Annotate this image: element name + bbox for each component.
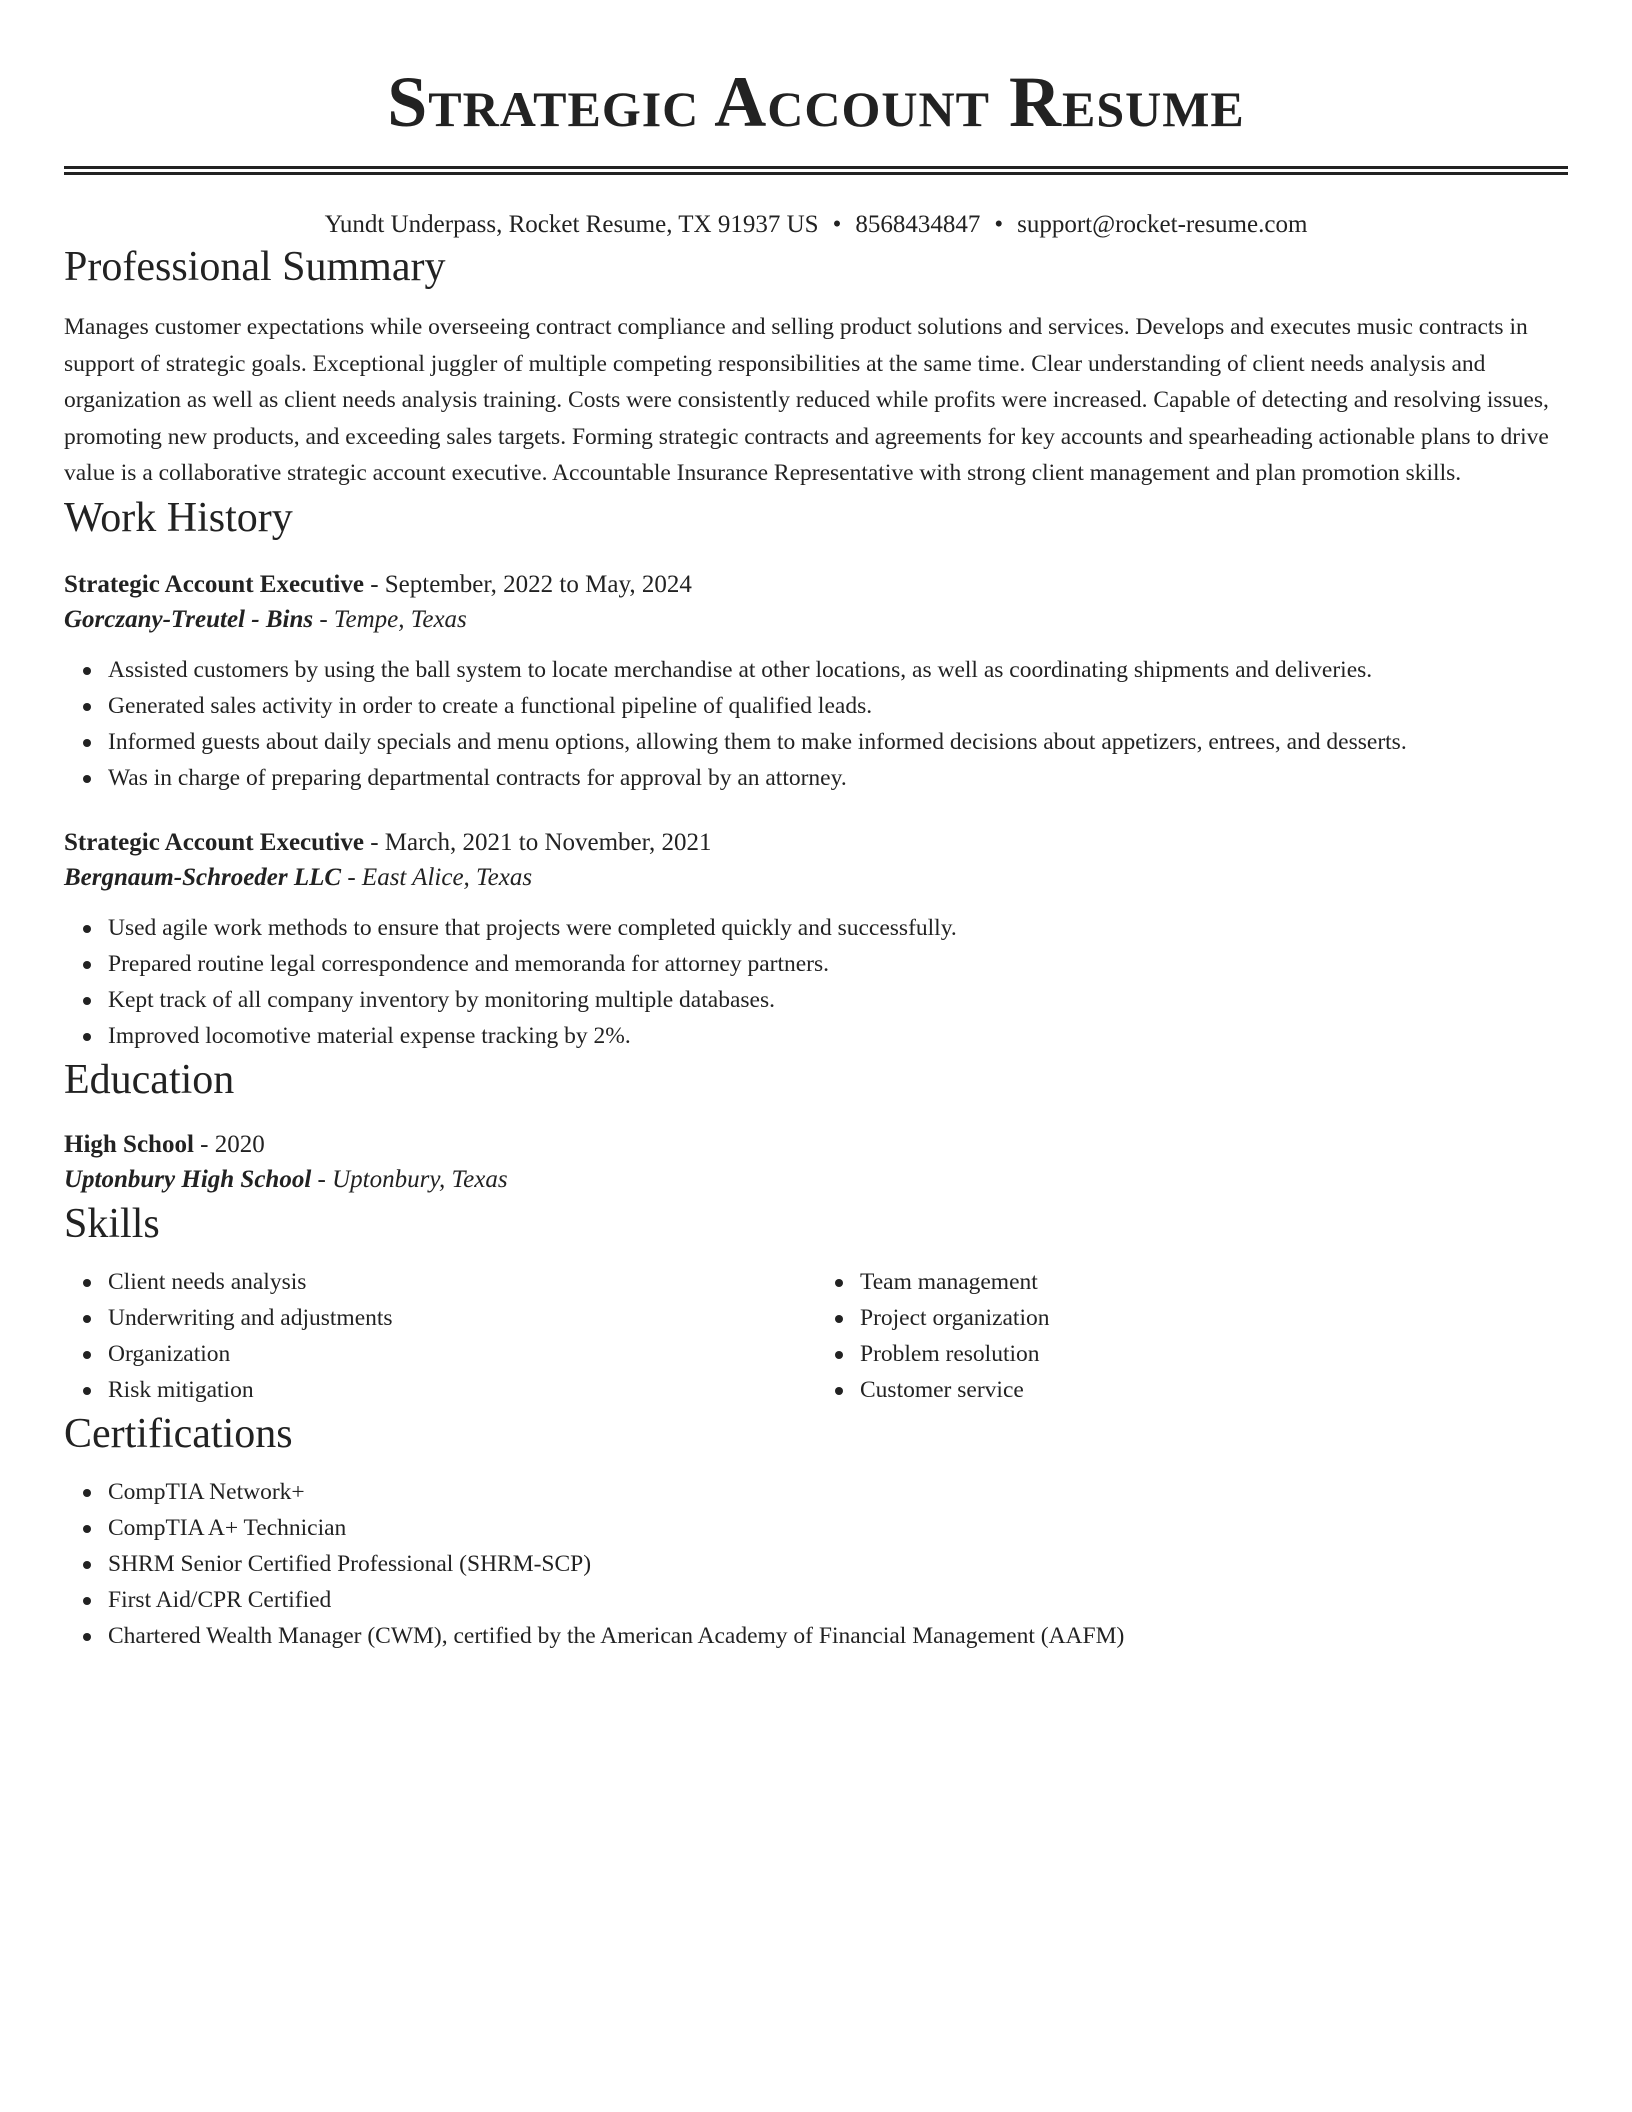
job-employer [64,602,1568,638]
list-item: Kept track of all company inventory by monitoring multiple databases. [108,982,1568,1018]
list-item: Project organization [860,1300,1568,1336]
job-entry [64,826,1568,1054]
contact-address: Yundt Underpass, Rocket Resume, TX 91937 US [324,211,819,238]
education-degree: High School [64,1130,194,1158]
education-school: Uptonbury High School [64,1165,312,1193]
contact-line [64,209,1568,241]
job-header [64,568,1568,602]
education-year: - 2020 [193,1130,265,1158]
list-item: First Aid/CPR Certified [108,1582,1568,1618]
list-item: Chartered Wealth Manager (CWM), certified by the American Academy of Financial Management (AAFM) [108,1618,1568,1654]
certifications-list [64,1474,1568,1654]
summary-heading: Professional Summary [64,244,446,290]
job-title: Strategic Account Executive [64,570,364,598]
contact-phone: 8568434847 [855,211,981,238]
contact-separator: • [832,211,842,238]
list-item: SHRM Senior Certified Professional (SHRM-SCP) [108,1546,1568,1582]
job-title: Strategic Account Executive [64,828,364,856]
job-location: - Tempe, Texas [313,605,467,633]
list-item: CompTIA Network+ [108,1474,1568,1510]
job-dates: - September, 2022 to May, 2024 [363,570,692,598]
job-duties [64,910,1568,1054]
list-item: Client needs analysis [108,1264,816,1300]
education-header [64,1128,1568,1162]
contact-email: support@rocket-resume.com [1017,211,1308,238]
work-history-heading: Work History [64,494,293,541]
list-item: Assisted customers by using the ball system to locate merchandise at other locations, as well as coordinating shipments and deliveries. [108,652,1568,688]
skills-list-right [816,1264,1568,1408]
job-location: - East Alice, Texas [341,863,533,891]
summary-text: Manages customer expectations while overseeing contract compliance and selling product solutions and services. Develops and executes music contracts in support of strategic goals. Exceptional juggler of multiple competing responsibilities at the same time. Clear understanding of client needs analysis and organization as well as client needs analysis training. Costs were consistently reduced while profits were increased. Capable of detecting and resolving issues, promoting new products, and exceeding sales targets. Forming strategic contracts and agreements for key accounts and spearheading actionable plans to drive value is a collaborative strategic account executive. Accountable Insurance Representative with strong client management and plan promotion skills. [64,314,1549,486]
job-entry [64,568,1568,796]
list-item: Problem resolution [860,1336,1568,1372]
list-item: Used agile work methods to ensure that projects were completed quickly and successfully. [108,910,1568,946]
certifications-heading: Certifications [64,1410,293,1457]
list-item: Team management [860,1264,1568,1300]
skills-list-left [64,1264,816,1408]
list-item: Improved locomotive material expense tracking by 2%. [108,1018,1568,1054]
resume-title: Strategic Account Resume [387,62,1245,142]
education-entry [64,1128,1568,1198]
list-item: Generated sales activity in order to create a functional pipeline of qualified leads. [108,688,1568,724]
job-duties [64,652,1568,796]
list-item: Prepared routine legal correspondence and memoranda for attorney partners. [108,946,1568,982]
job-company: Gorczany-Treutel - Bins [64,605,314,633]
list-item: CompTIA A+ Technician [108,1510,1568,1546]
education-heading: Education [64,1056,235,1103]
education-location: - Uptonbury, Texas [311,1165,508,1193]
title-divider [64,166,1568,175]
list-item: Organization [108,1336,816,1372]
list-item: Underwriting and adjustments [108,1300,816,1336]
skills-heading: Skills [64,1200,160,1247]
skills-columns [64,1264,1568,1408]
job-company: Bergnaum-Schroeder LLC [64,863,342,891]
job-dates: - March, 2021 to November, 2021 [363,828,712,856]
job-employer [64,860,1568,896]
contact-separator: • [994,211,1004,238]
list-item: Risk mitigation [108,1372,816,1408]
list-item: Informed guests about daily specials and menu options, allowing them to make informed decisions about appetizers, entrees, and desserts. [108,724,1568,760]
education-school-line [64,1162,1568,1198]
list-item: Was in charge of preparing departmental contracts for approval by an attorney. [108,760,1568,796]
job-header [64,826,1568,860]
list-item: Customer service [860,1372,1568,1408]
